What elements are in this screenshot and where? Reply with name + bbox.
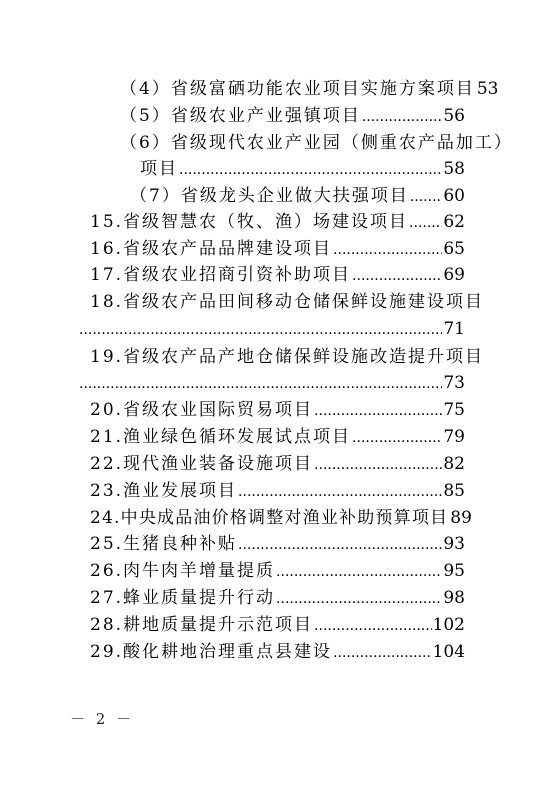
toc-entry-page: 89 <box>450 508 472 528</box>
toc-entry-title: 17.省级农业招商引资补助项目 <box>90 265 352 285</box>
dot-leader <box>333 239 442 261</box>
toc-entry-page: 79 <box>443 427 465 447</box>
dot-leader <box>352 265 442 287</box>
toc-entry-page: 98 <box>443 588 465 608</box>
dot-leader <box>276 588 442 610</box>
toc-entry-title: 23.渔业发展项目 <box>90 481 238 501</box>
toc-entry-page: 73 <box>443 373 465 393</box>
toc-entry-title: （7）省级龙头企业做大扶强项目 <box>130 186 409 206</box>
toc-entry-page: 85 <box>443 481 465 501</box>
dot-leader <box>79 319 442 341</box>
toc-entry <box>90 238 465 261</box>
dot-leader <box>79 373 442 395</box>
toc-entry-page: 82 <box>443 454 465 474</box>
toc-entry <box>90 399 465 422</box>
toc-entry-title: 22.现代渔业装备设施项目 <box>90 454 314 474</box>
dot-leader <box>410 186 443 208</box>
toc-entry-title: 28.耕地质量提升示范项目 <box>90 615 314 635</box>
toc-entry-title: 18.省级农产品田间移动仓储保鲜设施建设项目 <box>90 292 485 312</box>
toc-entry <box>90 480 465 503</box>
toc-entry <box>90 291 485 313</box>
dot-leader <box>333 642 432 664</box>
toc-entry-page: 71 <box>443 319 465 339</box>
toc-entry-page: 65 <box>443 239 465 259</box>
toc-entry-title: 15.省级智慧农（牧、渔）场建设项目 <box>90 212 409 232</box>
toc-entry <box>90 346 485 368</box>
toc-entry <box>90 507 472 530</box>
dot-leader <box>276 561 442 583</box>
toc-entry-title: （5）省级农业产业强镇项目 <box>120 106 361 126</box>
toc-entry-continuation <box>78 372 465 395</box>
toc-entry-page: 75 <box>443 400 465 420</box>
toc-entry-title: 16.省级农产品品牌建设项目 <box>90 239 333 259</box>
toc-entry-title: 29.酸化耕地治理重点县建设 <box>90 642 333 662</box>
dot-leader <box>352 427 442 449</box>
toc-entry <box>120 132 513 154</box>
dot-leader <box>314 400 442 422</box>
toc-entry <box>130 185 465 208</box>
toc-entry <box>90 264 465 287</box>
dot-leader <box>238 481 442 503</box>
toc-entry-title: 25.生猪良种补贴 <box>90 534 238 554</box>
toc-entry-page: 58 <box>443 159 465 179</box>
dot-leader <box>314 615 432 637</box>
toc-entry-page: 60 <box>443 186 465 206</box>
dot-leader <box>409 212 442 234</box>
toc-entry-continuation <box>140 158 465 181</box>
toc-entry <box>90 641 465 664</box>
toc-entry-title: 26.肉牛肉羊增量提质 <box>90 561 276 581</box>
toc-entry-title: 27.蜂业质量提升行动 <box>90 588 276 608</box>
toc-entry <box>120 105 465 128</box>
toc-entry-title: 21.渔业绿色循环发展试点项目 <box>90 427 352 447</box>
toc-entry-title: （4）省级富硒功能农业项目实施方案项目 <box>120 79 475 99</box>
toc-entry <box>90 587 465 610</box>
toc-entry-page: 95 <box>443 561 465 581</box>
toc-entry-title: 项目 <box>140 159 178 179</box>
dot-leader <box>362 106 443 128</box>
toc-entry-title: （6）省级现代农业产业园（侧重农产品加工） <box>120 133 513 153</box>
toc-entry-page: 69 <box>443 265 465 285</box>
toc-entry-title: 24.中央成品油价格调整对渔业补助预算项目 <box>90 508 449 528</box>
toc-entry <box>90 614 465 637</box>
toc-entry-page: 102 <box>432 615 465 635</box>
toc-entry <box>90 453 465 476</box>
toc-entry <box>120 78 499 101</box>
toc-entry <box>90 211 465 234</box>
toc-entry-page: 56 <box>443 106 465 126</box>
toc-entry-title: 19.省级农产品产地仓储保鲜设施改造提升项目 <box>90 347 485 367</box>
toc-entry-continuation <box>78 318 465 341</box>
toc-entry <box>90 560 465 583</box>
toc-entry-page: 62 <box>443 212 465 232</box>
page-number-footer: － 2 － <box>70 710 135 728</box>
toc-entry <box>90 533 465 556</box>
dot-leader <box>314 454 442 476</box>
toc-entry-page: 104 <box>432 642 465 662</box>
toc-entry <box>90 426 465 449</box>
dot-leader <box>179 159 442 181</box>
dot-leader <box>238 534 442 556</box>
toc-entry-title: 20.省级农业国际贸易项目 <box>90 400 314 420</box>
toc-entry-page: 53 <box>476 79 499 99</box>
toc-entry-page: 93 <box>443 534 465 554</box>
